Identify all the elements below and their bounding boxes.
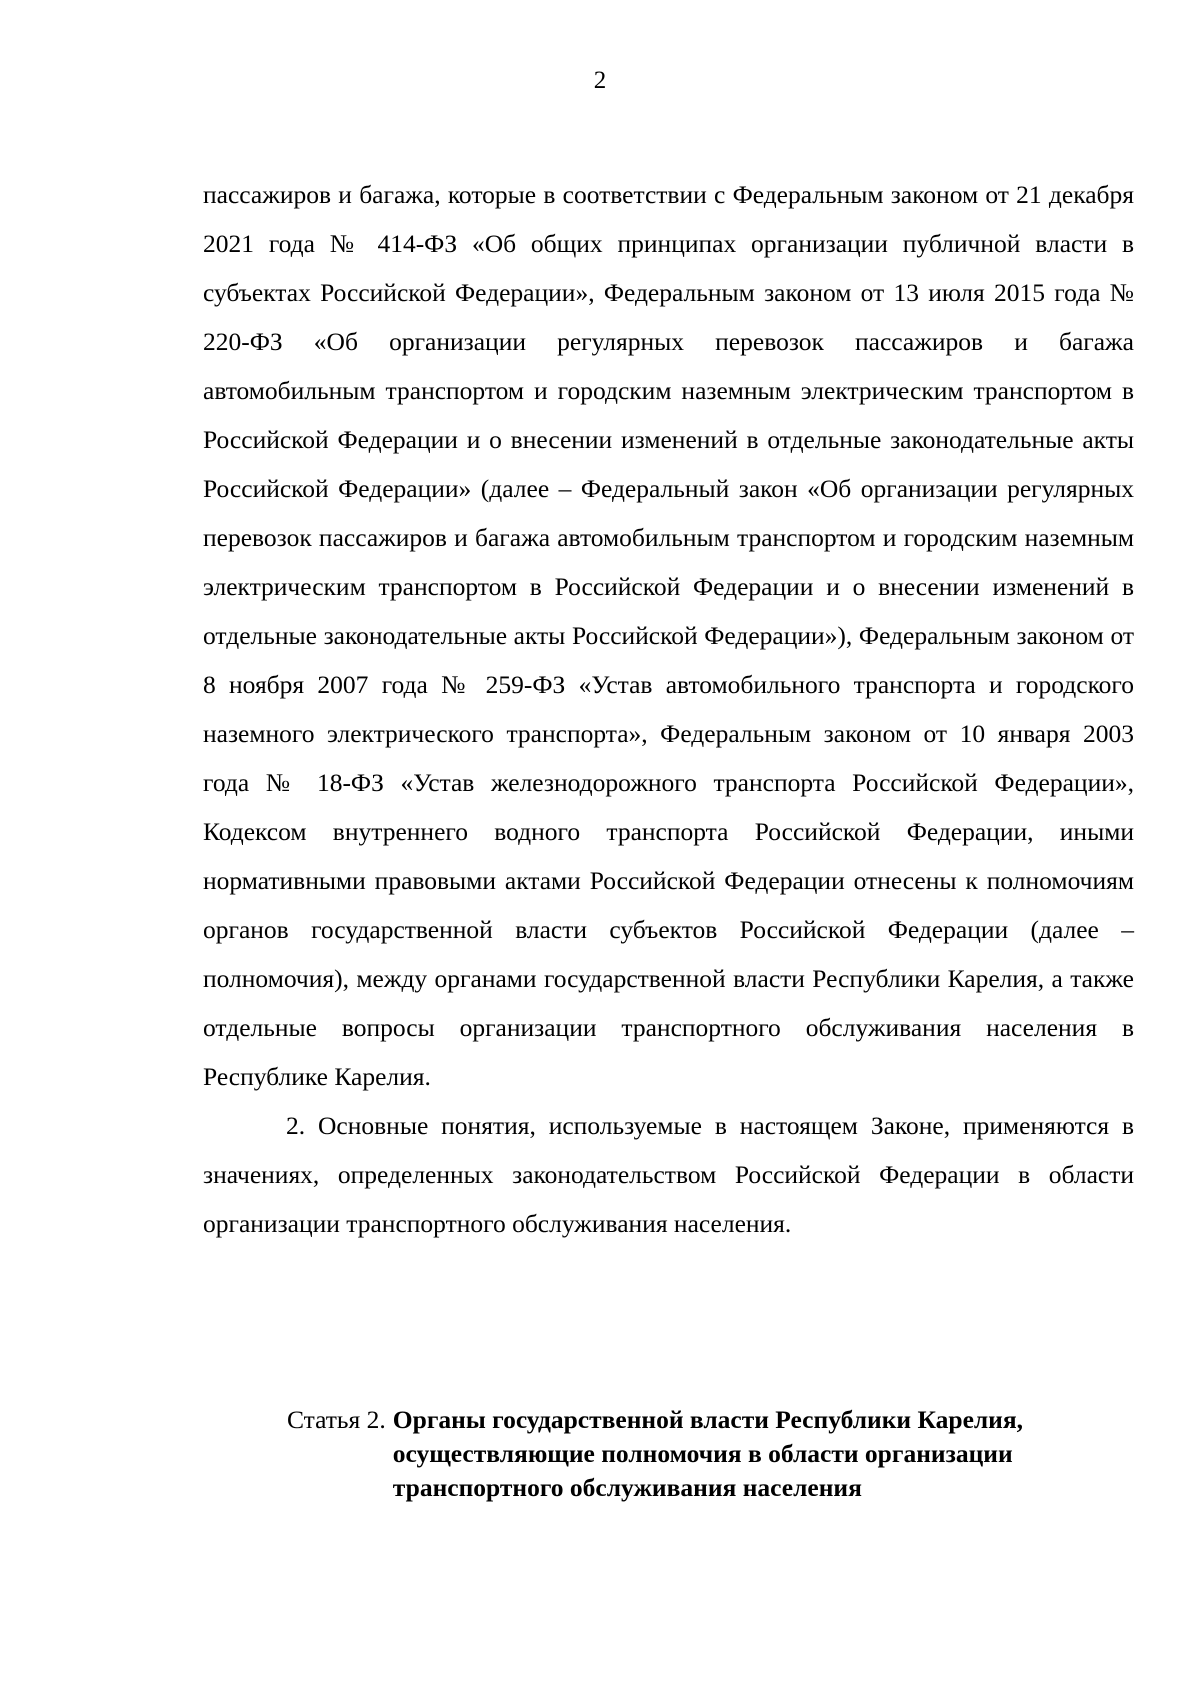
article-label: Статья 2. (287, 1405, 386, 1434)
paragraph-item-2: 2. Основные понятия, используемые в настоящем Законе, применяются в значениях, определенных законодательством Российской Федерации в области организации транспортного обслуживания населения. (203, 1111, 1134, 1238)
page-number: 2 (593, 67, 607, 94)
article-title: Органы государственной власти Республики Карелия, осуществляющие полномочия в области организации транспортного обслуживания населения (392, 1405, 1024, 1502)
document-body (203, 170, 1134, 1248)
paragraph-continuation: пассажиров и багажа, которые в соответствии с Федеральным законом от 21 декабря 2021 года № 414-ФЗ «Об общих принципах организации публичной власти в субъектах Российской Федерации», Федеральным законом от 13 июля 2015 года № 220-ФЗ «Об организации регулярных перевозок пассажиров и багажа автомобильным транспортом и городским наземным электрическим транспортом в Российской Федерации и о внесении изменений в отдельные законодательные акты Российской Федерации» (далее – Федеральный закон «Об организации регулярных перевозок пассажиров и багажа автомобильным транспортом и городским наземным электрическим транспортом в Российской Федерации и о внесении изменений в отдельные законодательные акты Российской Федерации»), Федеральным законом от 8 ноября 2007 года № 259-ФЗ «Устав автомобильного транспорта и городского наземного электрического транспорта», Федеральным законом от 10 января 2003 года № 18-ФЗ «Устав железнодорожного транспорта Российской Федерации», Кодексом внутреннего водного транспорта Российской Федерации, иными нормативными правовыми актами Российской Федерации отнесены к полномочиям органов государственной власти субъектов Российской Федерации (далее – полномочия), между органами государственной власти Республики Карелия, а также отдельные вопросы организации транспортного обслуживания населения в Республике Карелия. (203, 180, 1134, 1091)
article-heading (287, 1403, 1147, 1505)
